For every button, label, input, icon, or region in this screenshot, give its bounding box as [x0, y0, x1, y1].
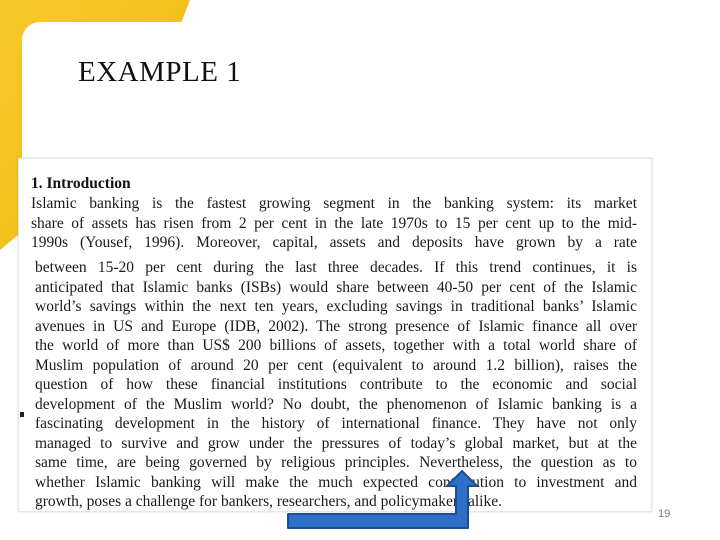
- page-number: 19: [658, 508, 671, 520]
- text-line: same time, are being governed by religious principles. Nevertheless, the question as to: [35, 454, 637, 471]
- text-line: whether Islamic banking will make the much expected contribution to investment and: [35, 473, 637, 491]
- document-excerpt: [18, 158, 652, 512]
- text-line: Muslim population of around 20 per cent (equivalent to around 1.2 billion), raises the: [35, 356, 637, 374]
- text-line: 1990s (Yousef, 1996). Moreover, capital, assets and deposits have grown by a rate: [31, 234, 637, 251]
- text-line: world’s savings within the next ten years, excluding savings in traditional banks’ Islamic: [35, 298, 637, 315]
- slide-title: EXAMPLE 1: [78, 56, 242, 88]
- text-line: Islamic banking is the fastest growing segment in the banking system: its market: [31, 195, 637, 212]
- paragraph-1: [31, 194, 637, 253]
- text-line: development of the Muslim world? No doubt, the phenomenon of Islamic banking is a: [35, 395, 637, 413]
- text-line: question of how these financial institutions contribute to the economic and social: [35, 376, 637, 393]
- text-line: managed to survive and grow under the pressures of today’s global market, but at the: [35, 434, 637, 452]
- text-line: share of assets has risen from 2 per cent in the late 1970s to 15 per cent up to the mid-: [31, 214, 637, 232]
- text-line: fascinating development in the history of international finance. They have not only: [35, 415, 637, 432]
- bullet-marker: [20, 412, 24, 417]
- text-line: avenues in US and Europe (IDB, 2002). The strong presence of Islamic finance all over: [35, 317, 637, 335]
- bent-arrow-up-icon: [286, 470, 482, 532]
- text-line: anticipated that Islamic banks (ISBs) would share between 40-50 per cent of the Islamic: [35, 278, 637, 296]
- text-line: between 15-20 per cent during the last three decades. If this trend continues, it is: [35, 259, 637, 276]
- text-line: growth, poses a challenge for bankers, researchers, and policymakers alike.: [35, 493, 502, 510]
- section-heading: 1. Introduction: [31, 175, 131, 192]
- text-line: the world of more than US$ 200 billions of assets, together with a total world share of: [35, 337, 637, 354]
